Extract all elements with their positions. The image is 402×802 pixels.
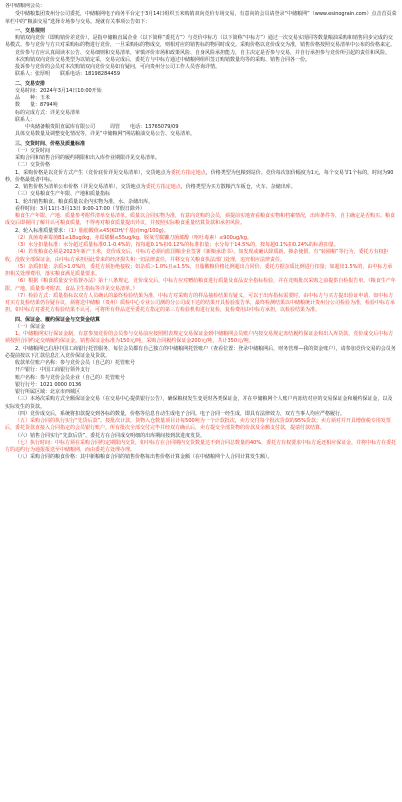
bank-location: 银行所属区域：北京市西城区 bbox=[15, 389, 81, 395]
quality-6-a: （6）根据《粮食质量安全监督办法》第十八条规定，竞价成交后，中标方应对赠给粮食进行质量及食品安全指标检验，并在竞购批次采购之前提供自检报告单。 bbox=[15, 278, 369, 285]
price-item-2-a: 2、销售价格为清单公布价格（详见交易清单），交货地点为 bbox=[15, 184, 146, 190]
price-item-1-location: 委托方指定地点 bbox=[170, 169, 206, 176]
s4-paragraph-7: （七）执行时间：中标方须在采购合同约定期限内交货，如中标方在合同期内交货数量达不到合同总数量的40%，委托方有权要求中标方返还相应保证金，并将中标方在委托方的违约行为通报报送至中储粮网，而由委托方处理办理。 bbox=[5, 439, 397, 453]
price-item-1-c: ，价格类型为包粮到站价。竞价每次加价幅度为1元，每个交易节1个标的，时间为90秒，价格最低者中标。 bbox=[5, 169, 394, 183]
s2-detail: 具体交易数量及调整变化情况等，详见“中储粮网”网站粮油交易公告、交易清单。 bbox=[15, 131, 196, 138]
s4-paragraph-2: 2、中储粮网已启用中国工商银行托管服务，每位会员都有自己独立的中储粮网托管账户（查看位置：登录中储粮网后，财务管理—我的资金账户），请参加竞价交易的会员务必提前按以下汇款信息汇入竞价保证金及货款。 bbox=[5, 345, 396, 359]
quantity: 数 量：8794吨 bbox=[15, 102, 58, 109]
completion-form: 标的完成方式：详见交易清单 bbox=[15, 109, 81, 116]
intro-paragraph: 受中储粮集团贵州分公司委托，中储粮网电子商务平台定于3月14日组织玉米购销双向竞价专场交易，有意向的会员请登录“中储粮网”（www.esinograin.com）点击首页菜单栏中的“粮油交易”选择专场参与交易。现就有关事项公告如下： bbox=[5, 11, 397, 25]
s4-paragraph-8: （八）采购合同的粮食价格：其中新粮粮食合同的销售价格每出售价格计算金额（在中储粮网个人合同计算发生额）。 bbox=[15, 454, 273, 461]
view-time: 看样时间：3月11日-3月13日 9:00-17:00（节假日除外） bbox=[15, 205, 145, 212]
s4-paragraph-6: （六）销售合同实行“先款后货”。委托方在合同成交明细的出库期间按到款进度发货。 bbox=[15, 432, 206, 439]
salutation: 各中储粮网会员： bbox=[5, 3, 46, 9]
s4-paragraph-3: （三）本场次采购方式全额保证金交易（在交易中心提供银行公告），确保粮权发生变更时各类保证金，并在中储粮网个人账户内冻结对应的交易保证金和履约保证金，以及实际发生的货款。 bbox=[5, 396, 393, 410]
s3-sub2: （二）交货价格 bbox=[15, 162, 51, 169]
quality-6-b: 《粮食生产年限、产地、质量参考附表、食品卫生指标等详见交易清单。》 bbox=[5, 278, 396, 292]
s4-paragraph-4: （四）竞价成交后，系统将扣款提交到各标的数量，价格等信息自动生成电子合同。电子合同一经生成，即具有法律效力，双方当事人均应严格履行。 bbox=[15, 410, 346, 417]
trade-time: 交易时间：2024年3月14日10:00开始 bbox=[15, 87, 102, 94]
price-item-1-a: 1、采购价格是以竞价方式产生（竞价底价详见交易清单），交货地点为 bbox=[15, 169, 171, 176]
section-4-title: 四、保证金、履约保证金与交货金结算 bbox=[15, 316, 101, 323]
s1-paragraph-2: 竞价参与方应认真阅读本公告、交易细则和交易清单，审慎评价市场和政策风险、自身风险承担能力，自主决定是否参与交易，并自行承担参与竞价所引起的责任和风险。 bbox=[15, 49, 391, 56]
s1-paragraph-4: 投诉参与竞价的会员对本次购销双向竞价交易如有疑问，可向贵州分公司工作人员咨询详情。 bbox=[15, 64, 221, 70]
s4-sub1: （一）保证金 bbox=[15, 323, 46, 330]
bank-no: 银行行号：1021 0000 0136 bbox=[15, 381, 82, 388]
rule-1: 1、轮出销售粮食。粮食质量以企内实物为准，水、杂储出库。 bbox=[15, 198, 154, 205]
s3-sub1-text: 采购合同和销售合同的履约期限和出入库作业期限详见交易清单。 bbox=[15, 155, 161, 161]
account-name: 收款单位账户名称：参与竞价会员（自己的）托管账号 bbox=[15, 360, 136, 366]
price-item-1 bbox=[5, 170, 397, 185]
quality-2: （2）真菌毒素霉菌B1≤18ug/kg，赤霉烯酮≤55ug/kg，脱氧雪腐镰刀菌烯醇（呕吐毒素）≤900ug/kg。 bbox=[15, 234, 252, 241]
s4-paragraph-1: 1、中储粮网实行保证金制，有意参加竞价的会员参与交易前应按照附表规定交易保证金到中储粮网会员账户内按交易规定冻结履约保证金和出入库货款，竞价成交后中标方须按照合同约定交纳履约保证金。销售保证金标准为150元/吨，采购合同履约保证金200元/吨，共计350元/吨。 bbox=[5, 331, 394, 345]
open-bank: 开户银行：中国工商银行领外支行 bbox=[15, 367, 91, 374]
section-3-title: 三、交货时间、价格及质量标准 bbox=[15, 140, 86, 147]
rule-2b bbox=[5, 228, 397, 235]
rule-2b-value: （1）脂肪酸值≤45(KOH/干基)/(mg/100g)。 bbox=[68, 227, 169, 234]
account-no: 账户名称：参与竞价会员企业（自己的）托管账号 bbox=[15, 374, 126, 381]
s2-contact-label: 联系人： bbox=[15, 116, 36, 123]
quality-7: （7）检验方式：质量指标以双方人员确认的最终检验结果为准，中标方对采购方的样品抽检结果有疑义，可以于出库指标需要时，由中标方与买方提出验证申请，如中标方对买方复检结果仍存疑存议，须将送中储粮（贵州）质检中心专业公司测的分公司或下达的结果开具检验报告单，最终检测结果以中储粮统计贵州分公司检验为准，检验中标方承担。如中标方对委托方检验结果不认可，可将所有样品送至委托方指定的第三方检验机构进行复检，复检费用由中标方承担，以检验结果为准。 bbox=[5, 292, 396, 314]
section-2-title: 二、交易安排 bbox=[15, 80, 46, 87]
s4-paragraph-5: （五）采购合同的执行实行“先货后款”。按批次计款，货物入仓数量项目计每500吨为一个计款批次，卖方交付每个批次货款的95%货款；卖方须对并开具增值税专用发票后，委托货款直接入合同指定的会员银行账户。所有批次全部交付完毕并经双方确认后，卖方提交全部货物的价款及余额支付款，提请付款结算。 bbox=[5, 418, 391, 432]
price-item-2-location: 委托方指定地点 bbox=[145, 184, 181, 190]
announcement-page bbox=[5, 3, 397, 796]
rule-2b-label: 2、轮入标准质量要求： bbox=[15, 227, 69, 234]
quality-6 bbox=[5, 278, 397, 293]
s1-paragraph-3: 本次购销双向竞价交易类型为以销定采，交易完成后，委托方与中标方通过中储粮网组织签订购销数量均等的采购、销售合同各一份。 bbox=[15, 56, 311, 63]
variety: 品 种：玉米 bbox=[15, 95, 51, 101]
quality-5: （5）杂质扣量：杂质>1.0%的，委托方须拒绝接收；如杂质＞1.0%且≤1.5%，且脂酸粮价格比例超出合同价，委托方据杂质比例进行扣量；如超出1.5%的，由中标方承担相关处理费用，落实粮食满足质量要求。 bbox=[5, 263, 393, 277]
quality-3: （3）水分扣量标准：水分超过质量标准0.1-0.4%的，按每超0.1%扣0.12%的标准扣量；水分每干14.5%的，按每超0.1%扣0.24%的标准扣量。 bbox=[15, 242, 339, 248]
quality-4: （4）若发粮食必须是2023年新产玉米，竞价成交后，中标方必须向监国粮企业签署《新粮承诺书》，如发现或确认降质新、掺杂使假、有“转圈粮”等行为，委托方有权拒收，没收全部保证金，由中标方承担因此带来的经济损失和一切法律责任，并移交有关粮食执法部门处理，追究相应法律责任。 bbox=[5, 249, 389, 263]
rule-2-text: 粮食生产年限、产地、质量参考附件清单交易清单。质量以合同实物为准，有意向竞购的会员，须提前实地查看粮食实物和档案情况，出库条件等，自主确定是否购买。粮食成交后即视同了解并认可粮食质量，不得再对粮食质量提出异议，并按照实际粮食重量结算货款和承担风险。 bbox=[5, 213, 396, 227]
s3-sub1: （一）交货时间 bbox=[15, 147, 51, 154]
s1-paragraph-1: 购销双向竞价（即购销价差竞价），是指中储粮直属企业（以下简称“委托方”）与竞价中标方（以下简称“中标方”）通过一次交易实现同等数量粮油采购和销售同步完成的交易模式。参与竞价与方只对采购标的物进行竞价，一旦采购标的物成交，则相对应的销售标的物同时成交。采购价格以竞价成交为准，销售价格按照交易清单中公布的价格来定。 bbox=[5, 35, 396, 49]
company-line: 中央储备粮贵阳直属库有限公司 周管 电话：13765079/09 bbox=[15, 124, 179, 130]
section-1-title: 一、交易规则 bbox=[15, 27, 46, 34]
s3-sub3: （三）交易粮食生产年限、产地和质量指标 bbox=[15, 191, 111, 198]
price-item-2-c: ，价格类型为买方散粮汽车板仓，火车、杂储出库。 bbox=[180, 184, 296, 190]
s1-contact: 联系人：张厚明 联系电话：18198284459 bbox=[15, 71, 120, 78]
